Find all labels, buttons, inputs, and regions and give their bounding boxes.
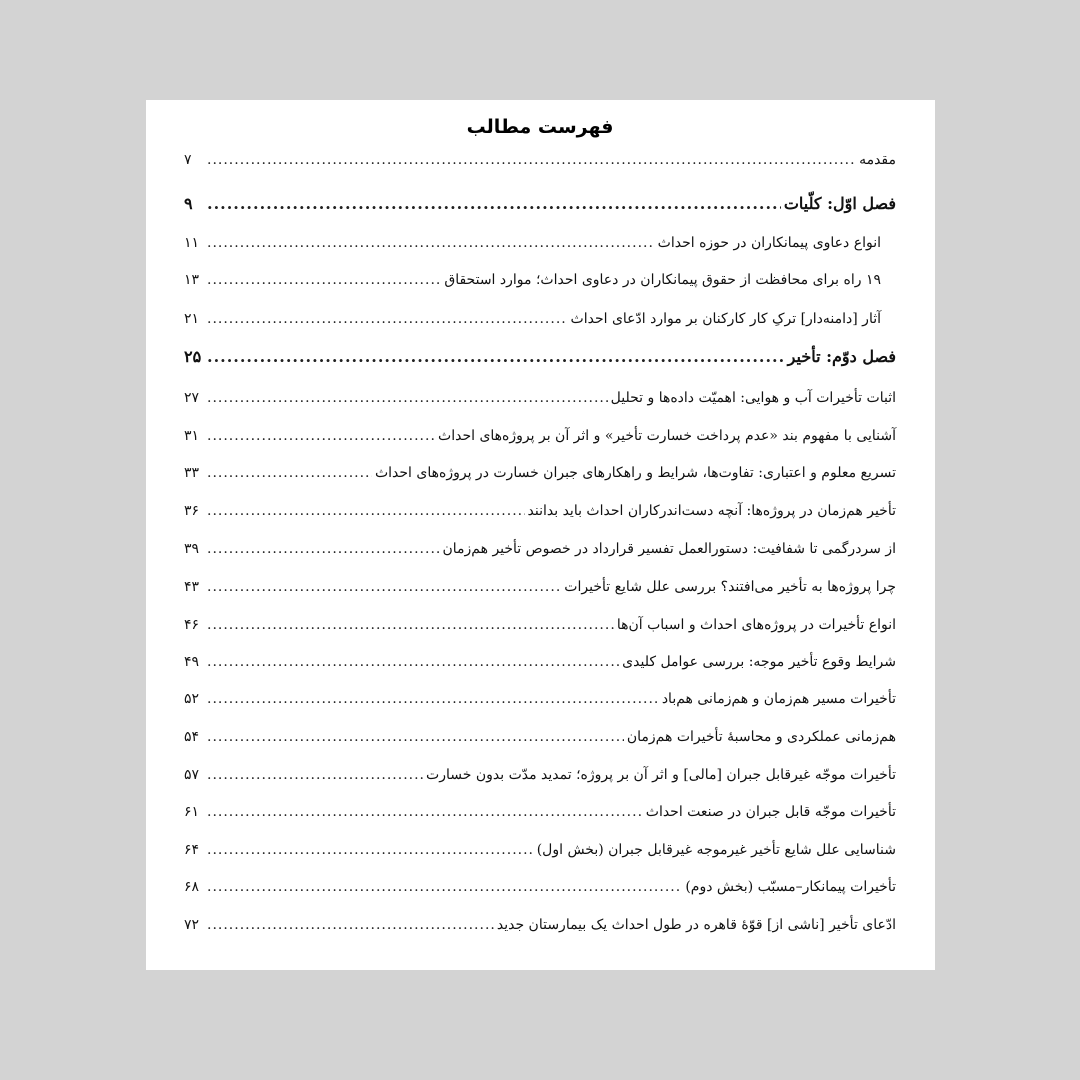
- toc-entry-text: انواع دعاوی پیمانکاران در حوزه احداث: [657, 235, 881, 251]
- toc-entry-text: شناسایی علل شایع تأخیر غیرموجه غیرقابل جبران (بخش اول): [536, 842, 896, 858]
- leader-dots: [207, 230, 655, 256]
- toc-entry[interactable]: [184, 498, 896, 524]
- toc-entry[interactable]: [184, 230, 881, 256]
- leader-dots: [207, 460, 372, 486]
- toc-entry-text: تأخیرات موجّه قابل جبران در صنعت احداث: [645, 804, 896, 820]
- leader-dots: [207, 267, 441, 293]
- leader-dots: [207, 147, 856, 173]
- toc-page-number: ۵۴: [184, 729, 200, 745]
- leader-dots: [207, 799, 643, 825]
- leader-dots: [207, 385, 608, 411]
- toc-entry[interactable]: [184, 147, 896, 173]
- toc-entry-text: آثار [دامنه‌دار] ترکِ کار کارکنان بر موارد ادّعای احداث: [570, 311, 881, 327]
- toc-entry[interactable]: [184, 306, 881, 332]
- toc-entry[interactable]: [184, 912, 896, 938]
- toc-chapter-entry[interactable]: [184, 191, 896, 217]
- toc-entry-text: اثبات تأخیرات آب و هوایی: اهمیّت داده‌ها و تحلیل: [610, 390, 896, 406]
- toc-page-number: ۱۳: [184, 272, 200, 288]
- toc-entry[interactable]: [184, 267, 881, 293]
- leader-dots: [207, 344, 785, 370]
- toc-entry[interactable]: [184, 837, 896, 863]
- page-title: فهرست مطالب: [466, 116, 614, 138]
- toc-entry-text: تأخیر هم‌زمان در پروژه‌ها: آنچه دست‌اندرکاران احداث باید بدانند: [527, 503, 896, 519]
- toc-entry[interactable]: [184, 423, 896, 449]
- toc-page-number: ۳۱: [184, 428, 200, 444]
- toc-page-number: ۶۴: [184, 842, 200, 858]
- toc-page-number: ۴۳: [184, 579, 200, 595]
- toc-page-number: ۷: [184, 152, 192, 168]
- toc-page-number: ۲۷: [184, 390, 200, 406]
- toc-page-number: ۴۹: [184, 654, 200, 670]
- toc-entry-text: مقدمه: [859, 152, 896, 168]
- leader-dots: [207, 912, 494, 938]
- leader-dots: [207, 649, 619, 675]
- toc-entry-text: فصل اوّل: کلّیات: [783, 194, 896, 213]
- toc-entry-text: تأخیرات مسیر هم‌زمان و هم‌زمانی هم‌باد: [661, 691, 896, 707]
- toc-page-number: ۳۳: [184, 465, 200, 481]
- toc-chapter-entry[interactable]: [184, 344, 896, 370]
- toc-entry-text: هم‌زمانی عملکردی و محاسبهٔ تأخیرات هم‌زمان: [626, 729, 896, 745]
- toc-page-number: ۶۸: [184, 879, 200, 895]
- toc-entry-text: ۱۹ راه برای محافظت از حقوق پیمانکاران در دعاوی احداث؛ موارد استحقاق: [444, 272, 881, 288]
- toc-entry-text: آشنایی با مفهوم بند «عدم پرداخت خسارت تأخیر» و اثر آن بر پروژه‌های احداث: [438, 428, 896, 444]
- toc-entry[interactable]: [184, 762, 896, 788]
- toc-entry[interactable]: [184, 799, 896, 825]
- toc-entry[interactable]: [184, 460, 896, 486]
- toc-page-number: ۲۵: [184, 347, 202, 366]
- toc-entry-text: فصل دوّم: تأخیر: [787, 347, 896, 366]
- toc-page-number: ۵۲: [184, 691, 200, 707]
- toc-page-number: ۷۲: [184, 917, 200, 933]
- toc-entry[interactable]: [184, 574, 896, 600]
- leader-dots: [207, 874, 682, 900]
- leader-dots: [207, 724, 624, 750]
- leader-dots: [207, 686, 659, 712]
- toc-entry-text: ادّعای تأخیر [ناشی از] قوّهٔ قاهره در طول احداث یک بیمارستان جدید: [496, 917, 896, 933]
- toc-entry-text: از سردرگمی تا شفافیت: دستورالعمل تفسیر قرارداد در خصوص تأخیر هم‌زمان: [442, 541, 896, 557]
- toc-page-number: ۲۱: [184, 311, 200, 327]
- leader-dots: [207, 191, 781, 217]
- toc-page-number: ۳۶: [184, 503, 200, 519]
- leader-dots: [207, 837, 534, 863]
- toc-entry-text: شرایط وقوع تأخیر موجه: بررسی عوامل کلیدی: [622, 654, 896, 670]
- toc-entry-text: چرا پروژه‌ها به تأخیر می‌افتند؟ بررسی علل شایع تأخیرات: [564, 579, 896, 595]
- toc-entry[interactable]: [184, 874, 896, 900]
- toc-page-number: ۵۷: [184, 767, 200, 783]
- leader-dots: [207, 498, 525, 524]
- toc-page-number: ۳۹: [184, 541, 200, 557]
- toc-entry-text: انواع تأخیرات در پروژه‌های احداث و اسباب آن‌ها: [616, 617, 896, 633]
- leader-dots: [207, 762, 423, 788]
- leader-dots: [207, 574, 561, 600]
- toc-entry-text: تسریع معلوم و اعتباری: تفاوت‌ها، شرایط و راهکارهای جبران خسارت در پروژه‌های احداث: [374, 465, 896, 481]
- leader-dots: [207, 536, 439, 562]
- toc-entry[interactable]: [184, 612, 896, 638]
- toc-page-number: ۱۱: [184, 235, 200, 251]
- leader-dots: [207, 306, 568, 332]
- toc-entry[interactable]: [184, 649, 896, 675]
- toc-entry[interactable]: [184, 385, 896, 411]
- toc-entry[interactable]: [184, 686, 896, 712]
- leader-dots: [207, 612, 614, 638]
- toc-entry[interactable]: [184, 724, 896, 750]
- toc-page-number: ۴۶: [184, 617, 200, 633]
- toc-entry-text: تأخیرات پیمانکار–مسبّب (بخش دوم): [685, 879, 896, 895]
- toc-entry-text: تأخیرات موجّه غیرقابل جبران [مالی] و اثر آن بر پروژه؛ تمدید مدّت بدون خسارت: [426, 767, 896, 783]
- toc-entry[interactable]: [184, 536, 896, 562]
- leader-dots: [207, 423, 435, 449]
- toc-page-number: ۹: [184, 194, 193, 213]
- toc-page-number: ۶۱: [184, 804, 200, 820]
